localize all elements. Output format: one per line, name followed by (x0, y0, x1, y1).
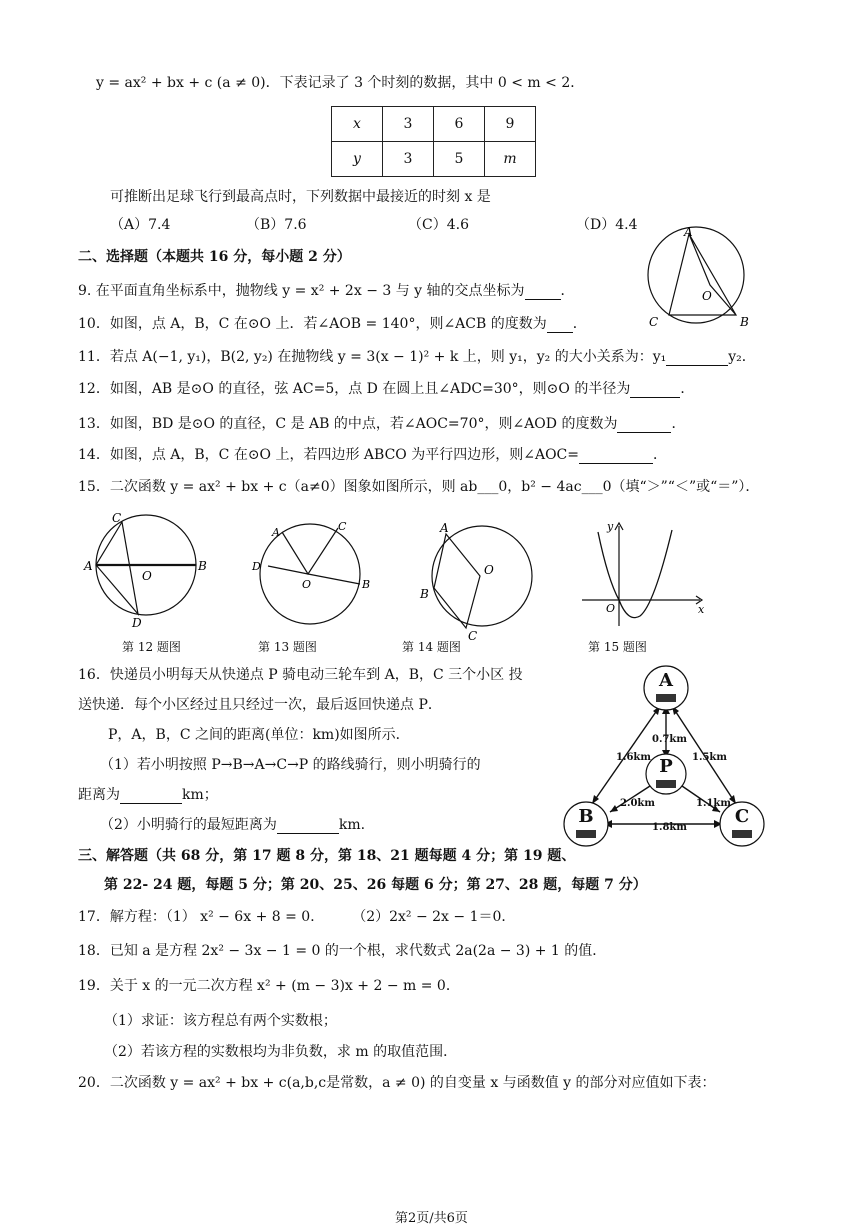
table-cell: 3 (383, 107, 434, 142)
node-p: P (659, 756, 673, 777)
q14-blank (579, 447, 653, 464)
q18: 18．已知 a 是方程 2x² − 3x − 1 = 0 的一个根，求代数式 2a(2a − 3) + 1 的值． (78, 943, 607, 959)
q10-figure (645, 222, 755, 332)
label-o: O (606, 602, 616, 615)
label-a: A (84, 559, 93, 573)
q16-line5a: 距离为 (78, 787, 120, 803)
table-cell: m (485, 142, 536, 177)
table-row (332, 107, 536, 142)
q16-route-diagram (560, 664, 775, 854)
q16-line2: 送快递．每个小区经过且只经过一次，最后返回快递点 P． (78, 697, 442, 713)
q10-blank (547, 316, 573, 333)
q12-text: 12．如图，AB 是⊙O 的直径，弦 AC=5，点 D 在圆上且∠ADC=30°，则⊙O 的半径为 (78, 381, 631, 397)
table-cell: 6 (434, 107, 485, 142)
q11 (78, 346, 756, 366)
label-x: x (698, 603, 705, 616)
label-d: D (132, 616, 142, 630)
q16-part1-answer (78, 784, 218, 804)
house-a-icon (656, 694, 676, 702)
label-b: B (362, 578, 371, 591)
q14-caption: 第 14 题图 (402, 640, 461, 654)
label-c: C (649, 315, 659, 329)
q17: 17．解方程：（1） x² − 6x + 8 = 0． （2）2x² − 2x − 1＝0． (78, 909, 516, 925)
label-o: O (302, 578, 312, 591)
q16-line1: 16．快递员小明每天从快递点 P 骑电动三轮车到 A，B，C 三个小区 投 (78, 667, 523, 683)
q16-blank2 (277, 817, 339, 834)
q19-stem: 19．关于 x 的一元二次方程 x² + (m − 3)x + 2 − m = 0． (78, 978, 460, 994)
q14-text: 14．如图，点 A，B，C 在⊙O 上，若四边形 ABCO 为平行四边形，则∠AOC= (78, 447, 579, 463)
q9-text: 9. 在平面直角坐标系中，抛物线 y = x² + 2x − 3 与 y 轴的交点坐标为 (78, 283, 525, 299)
section2-title: 二、选择题（本题共 16 分，每小题 2 分） (78, 249, 351, 265)
q10: 10．如图，点 A，B，C 在⊙O 上．若∠AOB = 140°，则∠ACB 的度数为 ． (78, 316, 587, 332)
table-cell: x (332, 107, 383, 142)
q13-caption: 第 13 题图 (258, 640, 317, 654)
table-cell: 3 (383, 142, 434, 177)
q13-blank (617, 416, 671, 433)
q15-caption: 第 15 题图 (588, 640, 647, 654)
q12-figure (84, 510, 214, 630)
section3-line1: 三、解答题（共 68 分，第 17 题 8 分，第 18、21 题每题 4 分；第 19 题、 (78, 848, 576, 864)
page-footer: 第2页/共6页 (395, 1211, 468, 1226)
q16-part2-answer (100, 814, 365, 834)
q10-text: 10．如图，点 A，B，C 在⊙O 上．若∠AOB = 140°，则∠ACB 的度数为 (78, 316, 547, 332)
label-c: C (468, 629, 478, 643)
q16-blank1 (120, 787, 182, 804)
label-b: B (420, 587, 429, 601)
truck-p-icon (656, 780, 676, 788)
section3-line2: 第 22- 24 题，每题 5 分；第 20、25、26 每题 6 分；第 27、28 题，每题 7 分） (104, 877, 647, 893)
q13-text: 13．如图，BD 是⊙O 的直径，C 是 AB 的中点，若∠AOC=70°，则∠AOD 的度数为 (78, 416, 618, 432)
q11-text: 11．若点 A(−1, y₁)，B(2, y₂) 在抛物线 y = 3(x − 1)² + k 上，则 y₁，y₂ 的大小关系为：y₁ (78, 349, 667, 365)
label-a: A (440, 521, 449, 535)
table-cell: 9 (485, 107, 536, 142)
table-cell: y (332, 142, 383, 177)
q11-tail: y₂． (728, 349, 756, 365)
table-cell: 5 (434, 142, 485, 177)
q16-line6a: （2）小明骑行的最短距离为 (100, 817, 277, 833)
label-c: C (112, 511, 122, 525)
q12-caption: 第 12 题图 (122, 640, 181, 654)
label-o: O (702, 289, 712, 303)
node-a: A (659, 670, 673, 691)
label-a: A (684, 225, 693, 239)
q16-line5b: km； (182, 787, 218, 803)
label-c: C (338, 520, 347, 533)
q16-line3: P，A，B，C 之间的距离(单位：km)如图所示． (108, 727, 410, 743)
q8-table (331, 106, 536, 177)
q9: 9. 在平面直角坐标系中，抛物线 y = x² + 2x − 3 与 y 轴的交点坐标为 ． (78, 283, 575, 299)
q14: 14．如图，点 A，B，C 在⊙O 上，若四边形 ABCO 为平行四边形，则∠AOC= ． (78, 447, 667, 463)
label-a: A (272, 526, 280, 539)
q16-line4: （1）若小明按照 P→B→A→C→P 的路线骑行，则小明骑行的 (100, 757, 481, 773)
dist-bc: 1.8km (652, 822, 687, 833)
label-o: O (484, 563, 494, 577)
q15-figure (582, 520, 712, 630)
q14-figure (418, 518, 548, 643)
q8-question: 可推断出足球飞行到最高点时，下列数据中最接近的时刻 x 是 (110, 189, 491, 205)
q12-blank (630, 381, 680, 398)
q8-option-b: （B）7.6 (246, 217, 307, 233)
q20: 20．二次函数 y = ax² + bx + c(a,b,c是常数，a ≠ 0) 的自变量 x 与函数值 y 的部分对应值如下表： (78, 1075, 716, 1091)
q8-intro: y = ax² + bx + c (a ≠ 0)．下表记录了 3 个时刻的数据，其中 0 < m < 2． (96, 75, 585, 91)
label-d: D (252, 560, 261, 573)
label-o: O (142, 569, 152, 583)
q9-blank (525, 283, 561, 300)
q19-part2: （2）若该方程的实数根均为非负数，求 m 的取值范围． (104, 1044, 458, 1060)
dist-ap: 0.7km (652, 734, 687, 745)
q16-line6b: km. (338, 817, 366, 833)
node-c: C (734, 806, 750, 827)
q8-option-c: （C）4.6 (408, 217, 469, 233)
label-b: B (740, 315, 749, 329)
q11-blank (666, 349, 728, 366)
node-b: B (578, 806, 594, 827)
q8-option-d: （D）4.4 (576, 217, 638, 233)
label-y: y (607, 520, 614, 533)
house-c-icon (732, 830, 752, 838)
q12: 12．如图，AB 是⊙O 的直径，弦 AC=5，点 D 在圆上且∠ADC=30°，则⊙O 的半径为 ． (78, 381, 695, 397)
q8-option-a: （A）7.4 (110, 217, 171, 233)
table-row (332, 142, 536, 177)
q19-part1: （1）求证：该方程总有两个实数根； (104, 1013, 337, 1029)
dist-ab: 1.6km (616, 752, 651, 763)
dist-ac: 1.5km (692, 752, 727, 763)
q15-text: 15．二次函数 y = ax² + bx + c（a≠0）图象如图所示，则 ab___0，b² − 4ac___0（填“＞”“＜”或“＝”）． (78, 479, 760, 495)
q13-figure (250, 516, 380, 631)
house-b-icon (576, 830, 596, 838)
dist-bp: 2.0km (620, 798, 655, 809)
dist-cp: 1.1km (696, 798, 731, 809)
label-b: B (198, 559, 207, 573)
q13: 13．如图，BD 是⊙O 的直径，C 是 AB 的中点，若∠AOC=70°，则∠AOD 的度数为 ． (78, 416, 686, 432)
